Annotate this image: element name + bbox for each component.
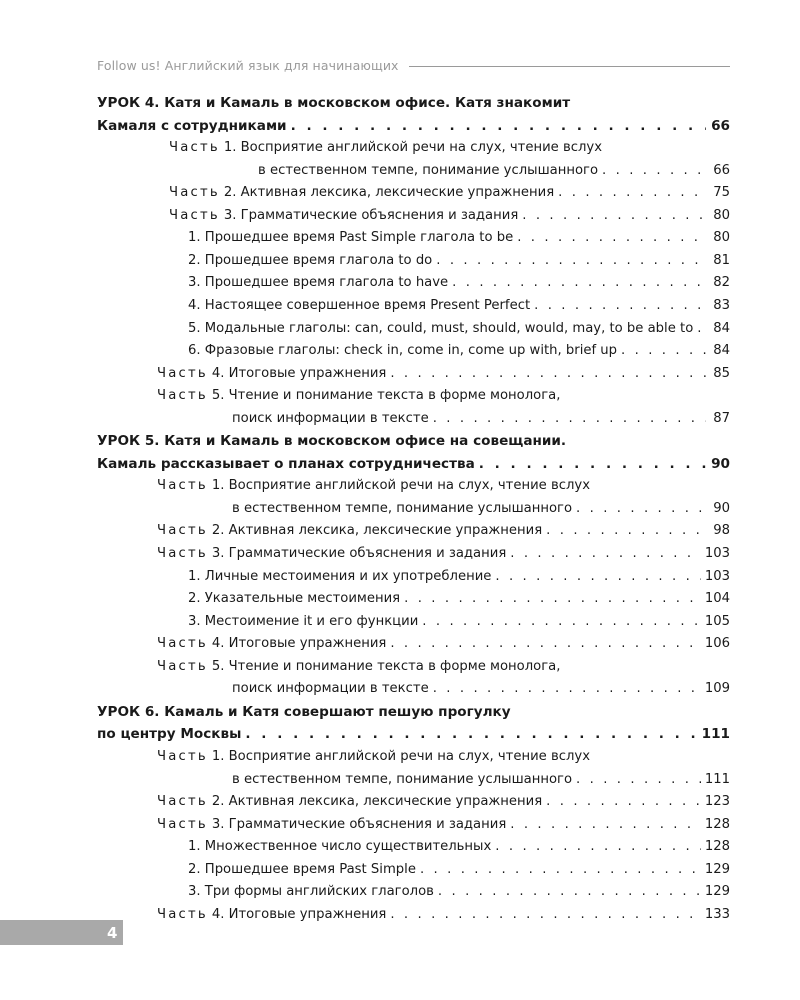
toc-leader-dots [245,723,697,745]
toc-page-number: 85 [713,365,730,381]
toc-entry-text: 1. Прошедшее время Past Simple глагола to be [188,230,514,246]
toc-entry-text: 3. Прошедшее время глагола to have [188,275,449,291]
toc-page-number: 111 [704,771,730,787]
toc-entry [157,656,730,678]
toc-entry-text: 2. Активная лексика, лексические упражнения [211,523,543,539]
toc-leader-dots [510,814,701,836]
toc-entry [188,318,730,340]
toc-entry [157,475,730,497]
toc-entry [188,295,730,317]
toc-entry [157,904,730,926]
toc-page-number: 123 [704,794,730,810]
toc-page-number: 83 [713,297,730,313]
toc-leader-dots [510,543,701,565]
toc-leader-dots [436,250,706,272]
toc-leader-dots [495,836,701,858]
toc-page-number: 128 [704,816,730,832]
toc-entry [188,250,730,272]
toc-page-number: 80 [713,207,730,223]
toc-entry [157,814,730,836]
toc-part-label: Часть [157,816,208,832]
toc-part-label: Часть [169,140,220,156]
toc-entry-text: в естественном темпе, понимание услышанного [232,771,573,787]
toc-page-number: 82 [713,275,730,291]
toc-leader-dots [390,633,701,655]
toc-entry-text: УРОК 5. Катя и Камаль в московском офисе на совещании. [97,433,567,450]
toc-page-number: 103 [704,546,730,561]
toc-entry-text: 5. Чтение и понимание текста в форме монолога, [211,388,561,404]
toc-entry [188,566,730,588]
toc-entry [157,385,730,407]
toc-entry [188,836,730,858]
toc-part-label: Часть [157,658,208,674]
toc-entry-text: 2. Указательные местоимения [188,591,401,607]
toc-entry [232,769,730,791]
toc-entry-text: 1. Восприятие английской речи на слух, чтение вслух [223,140,603,156]
toc-entry-text: 2. Прошедшее время глагола to do [188,252,433,268]
toc-leader-dots [558,182,706,204]
toc-entry-text: 1. Восприятие английской речи на слух, чтение вслух [211,478,591,494]
toc-entry-text: поиск информации в тексте [232,410,429,426]
toc-leader-dots [576,769,701,791]
toc-entry-text: 3. Три формы английских глаголов [188,884,434,900]
toc-leader-dots [452,272,706,294]
toc-leader-dots [576,498,706,520]
toc-leader-dots [479,453,706,475]
toc-entry-text: 5. Чтение и понимание текста в форме монолога, [211,658,561,674]
toc-entry [157,543,730,565]
toc-leader-dots [534,295,706,317]
toc-page-number: 80 [713,230,730,246]
toc-part-label: Часть [157,478,208,494]
toc-page-number: 87 [713,410,730,426]
toc-leader-dots [433,408,706,430]
toc-page-number: 128 [704,839,730,855]
toc-page-number: 66 [711,117,730,134]
toc-part-label: Часть [169,207,220,223]
toc-entry-text: 3. Грамматические объяснения и задания [211,546,507,561]
toc-entry [157,791,730,813]
toc-leader-dots [291,115,706,137]
toc-entry-text: 1. Личные местоимения и их употребление [188,568,492,584]
toc-leader-dots [602,160,706,182]
toc-entry-text: 3. Грамматические объяснения и задания [211,816,507,832]
toc-page-number: 106 [704,636,730,652]
toc-entry-text: 5. Модальные глаголы: can, could, must, should, would, may, to be able to [188,320,694,336]
toc-leader-dots [546,520,706,542]
toc-leader-dots [495,566,700,588]
page-number-tab [0,920,123,945]
toc-part-label: Часть [157,365,208,381]
page-number: 4 [107,924,118,942]
toc-entry-text: УРОК 6. Камаль и Катя совершают пешую прогулку [97,703,511,720]
toc-entry [188,340,730,362]
toc-entry [188,227,730,249]
toc-page-number: 84 [713,343,730,359]
toc-entry-text: Камаля с сотрудниками [97,117,287,134]
toc-page-number: 90 [711,455,730,472]
toc-entry [97,115,730,137]
toc-entry-text: 4. Настоящее совершенное время Present Perfect [188,297,531,313]
toc-entry-text: 2. Прошедшее время Past Simple [188,861,416,877]
toc-entry [157,633,730,655]
toc-entry [169,182,730,204]
toc-entry-text: 3. Местоимение it и его функции [188,613,419,629]
toc-page-number: 66 [713,162,730,178]
toc-page-number: 129 [704,861,730,877]
toc-entry [97,92,730,114]
toc-entry-text: 1. Восприятие английской речи на слух, чтение вслух [211,748,591,764]
toc-entry [169,205,730,227]
toc-entry-text: Камаль рассказывает о планах сотрудничества [97,455,475,472]
toc-entry [188,881,730,903]
toc-entry [188,611,730,633]
toc-leader-dots [438,881,701,903]
toc-entry [97,453,730,475]
toc-part-label: Часть [169,185,220,201]
toc-page-number: 104 [704,591,730,607]
toc-entry [169,137,730,159]
toc-entry [258,160,730,182]
toc-part-label: Часть [157,794,208,810]
toc-page-number: 75 [713,185,730,201]
toc-leader-dots [433,678,701,700]
toc-leader-dots [422,611,701,633]
toc-entry-text: 1. Множественное число существительных [188,839,492,855]
toc-part-label: Часть [157,906,208,922]
toc-entry [188,272,730,294]
toc-page-number: 111 [701,726,730,743]
toc-entry-text: УРОК 4. Катя и Камаль в московском офисе. Катя знакомит [97,95,571,111]
toc-page-number: 81 [713,252,730,268]
toc-entry-text: 4. Итоговые упражнения [211,636,387,652]
running-head-title: Follow us! Английский язык для начинающих [97,57,399,73]
toc-entry-text: 2. Активная лексика, лексические упражнения [223,185,555,201]
toc-leader-dots [522,205,706,227]
toc-entry-text: 2. Активная лексика, лексические упражнения [211,794,543,810]
toc-page-number: 105 [704,613,730,629]
toc-part-label: Часть [157,636,208,652]
toc-entry-text: 3. Грамматические объяснения и задания [223,207,519,223]
toc-leader-dots [390,904,701,926]
toc-entry-text: 4. Итоговые упражнения [211,365,387,381]
toc-leader-dots [517,227,706,249]
toc-entry-text: 6. Фразовые глаголы: check in, come in, come up with, brief up [188,343,618,359]
toc-entry [97,701,730,723]
toc-part-label: Часть [157,523,208,539]
toc-leader-dots [621,340,706,362]
toc-entry [188,588,730,610]
toc-part-label: Часть [157,546,208,561]
toc-page-number: 84 [713,320,730,336]
toc-entry [188,859,730,881]
toc-leader-dots [390,363,706,385]
toc-entry-text: в естественном темпе, понимание услышанного [232,500,573,516]
toc-leader-dots [546,791,701,813]
toc-entry-text: в естественном темпе, понимание услышанного [258,162,599,178]
toc-entry [157,520,730,542]
running-head [97,55,730,75]
toc-entry [97,723,730,745]
toc-entry [232,498,730,520]
toc-entry-text: по центру Москвы [97,726,242,743]
toc-entry [157,746,730,768]
toc-leader-dots [420,859,701,881]
toc-page-number: 129 [704,884,730,900]
toc-page-number: 133 [704,906,730,922]
toc-page-number: 90 [713,500,730,516]
toc-page-number: 98 [713,523,730,539]
toc-part-label: Часть [157,748,208,764]
toc-entry [157,363,730,385]
toc-entry [97,430,730,452]
toc-page-number: 103 [704,568,730,584]
running-head-rule [409,66,730,67]
toc-entry-text: поиск информации в тексте [232,681,429,697]
toc-leader-dots [404,588,701,610]
toc-entry [232,678,730,700]
toc-entry-text: 4. Итоговые упражнения [211,906,387,922]
toc-part-label: Часть [157,388,208,404]
toc-entry [232,408,730,430]
toc-page-number: 109 [704,681,730,697]
toc-leader-dots [697,318,706,340]
